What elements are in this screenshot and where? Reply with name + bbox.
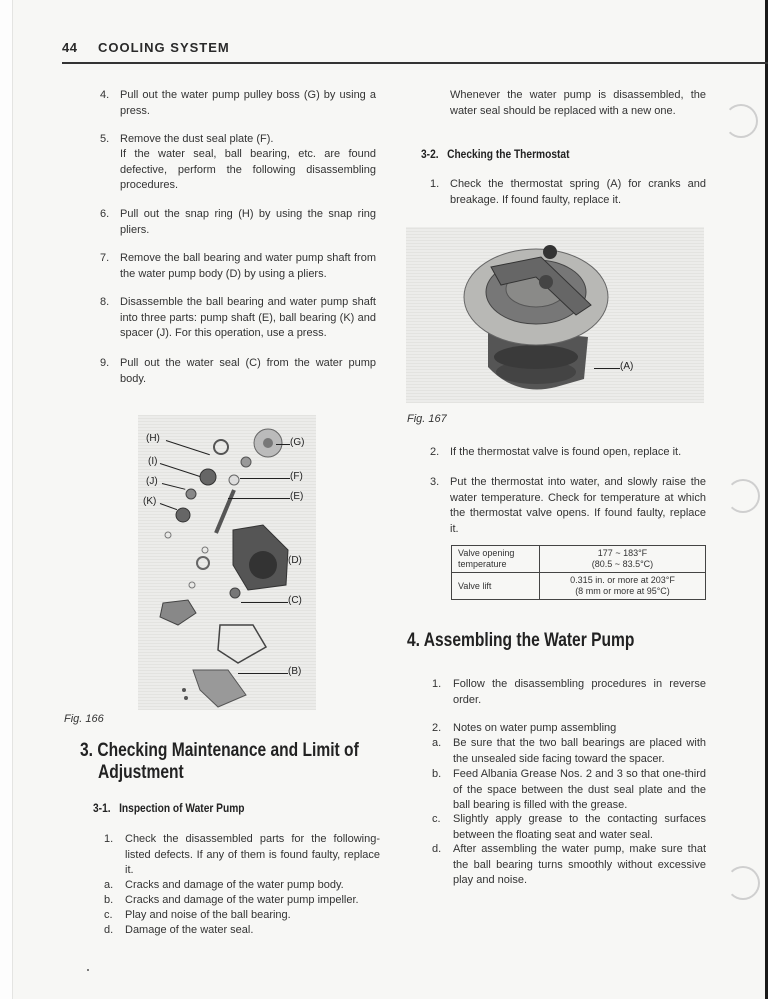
spec-value: 177 ~ 183°F (80.5 ~ 83.5°C) xyxy=(540,546,706,573)
binder-hole-mark xyxy=(726,866,760,900)
fig-167-label-a: (A) xyxy=(620,361,634,372)
subsection-3-1-heading: 3-1. Inspection of Water Pump xyxy=(93,801,245,815)
fig-166-label-f: (F) xyxy=(290,471,303,482)
fig-166-label-j: (J) xyxy=(146,476,158,487)
fig-166-label-g: (G) xyxy=(290,437,305,448)
spec-row-valve-opening xyxy=(452,546,706,573)
water-seal-note: Whenever the water pump is disassembled, the water seal should be replaced with a new one. xyxy=(450,89,706,117)
fig-166-label-i: (I) xyxy=(148,456,158,467)
thermostat-spec-table xyxy=(451,545,706,600)
page-left-edge xyxy=(0,0,13,999)
fig-166-caption: Fig. 166 xyxy=(64,713,104,725)
spec-item: Valve lift xyxy=(452,573,540,600)
thermostat-drawing xyxy=(406,227,704,403)
section-title: COOLING SYSTEM xyxy=(98,40,230,55)
binder-hole-mark xyxy=(724,104,758,138)
subsection-3-2-heading: 3-2. Checking the Thermostat xyxy=(421,147,570,161)
fig-167-caption: Fig. 167 xyxy=(407,413,447,425)
section-3-heading-line1: 3. Checking Maintenance and Limit of xyxy=(80,740,359,761)
fig-166-label-h: (H) xyxy=(146,433,160,444)
section-3-heading-line2: Adjustment xyxy=(98,762,184,783)
binder-hole-mark xyxy=(726,479,760,513)
fig-166-label-c: (C) xyxy=(288,595,302,606)
scan-speck xyxy=(87,969,89,971)
fig-166-label-b: (B) xyxy=(288,666,302,677)
spec-row-valve-lift xyxy=(452,573,706,600)
fig-166-label-d: (D) xyxy=(288,555,302,566)
spec-item: Valve opening temperature xyxy=(452,546,540,573)
step-5-note: If the water seal, ball bearing, etc. are found defective, perform the following disassembling procedures. xyxy=(120,148,376,191)
fig-167-thermostat-photo xyxy=(406,227,704,403)
page-header xyxy=(62,38,768,64)
page-number: 44 xyxy=(62,40,78,55)
fig-166-exploded-water-pump xyxy=(138,415,316,710)
section-4-heading: 4. Assembling the Water Pump xyxy=(407,630,635,651)
spec-value: 0.315 in. or more at 203°F (8 mm or more at 95°C) xyxy=(540,573,706,600)
fig-166-label-e: (E) xyxy=(290,491,304,502)
fig-166-label-k: (K) xyxy=(143,496,157,507)
